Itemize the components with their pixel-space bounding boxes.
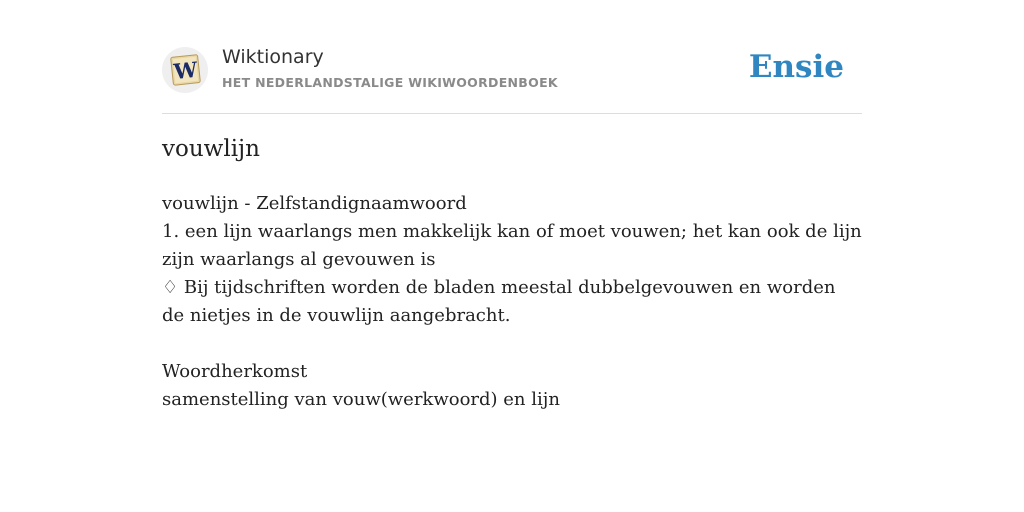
wiktionary-w-tile-icon bbox=[162, 47, 208, 93]
page-title: vouwlijn bbox=[162, 136, 260, 162]
site-header bbox=[162, 44, 862, 114]
etymology-text: samenstelling van vouw(werkwoord) en lijn bbox=[162, 389, 560, 410]
ensie-brand-link[interactable]: Ensie bbox=[748, 49, 844, 85]
wiktionary-logo-icon[interactable] bbox=[162, 47, 208, 93]
site-subtitle: HET NEDERLANDSTALIGE WIKIWOORDENBOEK bbox=[222, 75, 558, 90]
section-spacer bbox=[162, 330, 862, 358]
definition-text: 1. een lijn waarlangs men makkelijk kan of moet vouwen; het kan ook de lijn zijn waarlangs al gevouwen is bbox=[162, 221, 862, 270]
site-title[interactable]: Wiktionary bbox=[222, 46, 324, 68]
etymology-heading: Woordherkomst bbox=[162, 361, 308, 382]
entry-content bbox=[162, 190, 862, 414]
part-of-speech-line: vouwlijn - Zelfstandignaamwoord bbox=[162, 193, 467, 214]
example-sentence: ♢ Bij tijdschriften worden de bladen meestal dubbelgevouwen en worden de nietjes in de vouwlijn aangebracht. bbox=[162, 277, 836, 326]
logo-letter: W bbox=[172, 56, 199, 85]
